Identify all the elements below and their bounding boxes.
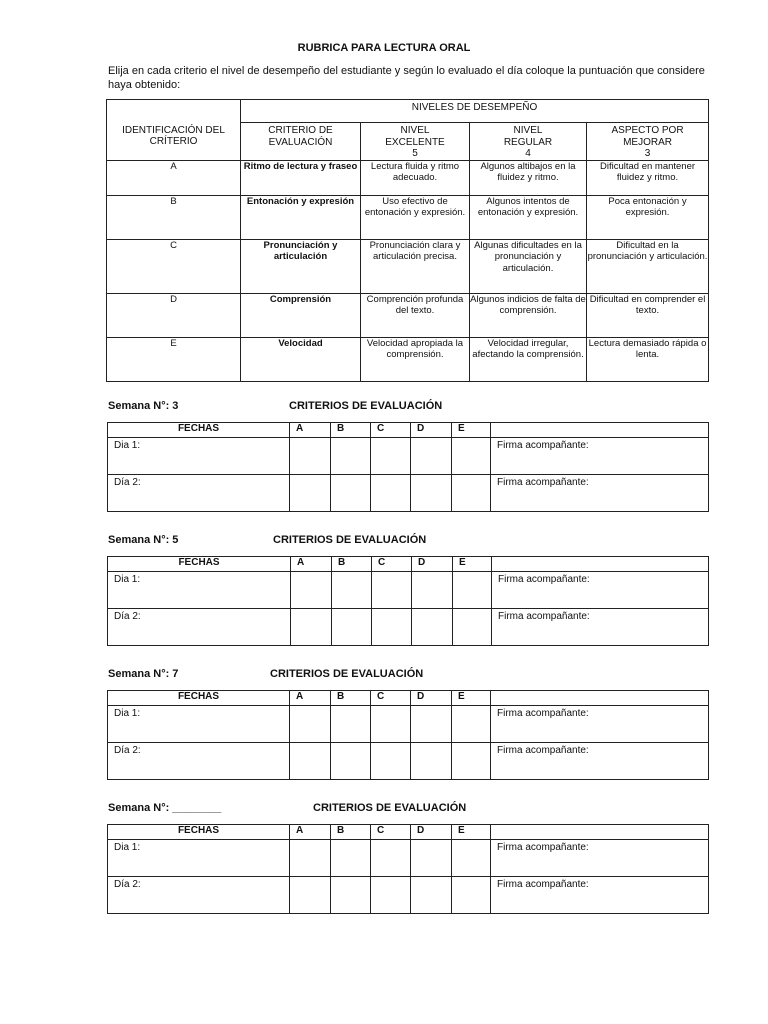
header-line: EVALUACIÓN [268, 136, 333, 148]
level-excelente-text: Pronunciación clara y articulación precisa. [361, 239, 470, 293]
criterion-id: C [107, 239, 241, 293]
week-table [107, 690, 709, 780]
criterion-header: D [411, 825, 452, 840]
criteria-title: CRITERIOS DE EVALUACIÓN [289, 400, 443, 412]
criterion-header: B [332, 557, 372, 572]
document-title: RUBRICA PARA LECTURA ORAL [297, 42, 471, 54]
signature-field[interactable]: Firma acompañante: [491, 743, 709, 780]
score-cell-d[interactable] [411, 877, 452, 914]
criterion-header: B [331, 825, 371, 840]
header-line: IDENTIFICACIÓN DEL [122, 124, 225, 136]
score-cell-e[interactable] [452, 475, 491, 512]
week-table [107, 556, 709, 646]
score-cell-c[interactable] [371, 438, 411, 475]
blank-header [491, 825, 709, 840]
criterion-header: B [331, 423, 371, 438]
table-row [108, 706, 709, 743]
criterion-id: B [107, 195, 241, 239]
fechas-header: FECHAS [108, 557, 291, 572]
criterion-header: E [452, 691, 491, 706]
header-mejorar [587, 123, 709, 161]
week-table-header [108, 691, 709, 706]
table-row [108, 877, 709, 914]
criterion-header: A [290, 825, 331, 840]
score-cell-a[interactable] [291, 609, 332, 646]
criterion-name: Comprensión [241, 293, 361, 337]
criterion-name: Entonación y expresión [241, 195, 361, 239]
header-line: MEJORAR [623, 136, 672, 148]
level-regular-text: Algunos indicios de falta de comprensión. [470, 293, 587, 337]
blank-header [491, 691, 709, 706]
fechas-header: FECHAS [108, 691, 290, 706]
week-table [107, 422, 709, 512]
header-line: 5 [412, 148, 418, 159]
table-row [108, 475, 709, 512]
week-table [107, 824, 709, 914]
header-regular [470, 123, 587, 161]
criterion-id: E [107, 337, 241, 381]
criteria-title: CRITERIOS DE EVALUACIÓN [270, 668, 424, 680]
week-label: Semana N°: 5 [108, 534, 179, 546]
table-row [108, 572, 709, 609]
criteria-title: CRITERIOS DE EVALUACIÓN [313, 802, 467, 814]
criterion-id: A [107, 160, 241, 195]
level-excelente-text: Comprención profunda del texto. [361, 293, 470, 337]
criterion-header: C [371, 691, 411, 706]
blank-header [492, 557, 709, 572]
rubric-row-e [107, 337, 709, 381]
week-table-header [108, 825, 709, 840]
table-row [108, 743, 709, 780]
level-mejorar-text: Dificultad en la pronunciación y articulación. [587, 239, 709, 293]
score-cell-d[interactable] [411, 706, 452, 743]
score-cell-e[interactable] [453, 609, 492, 646]
score-cell-a[interactable] [290, 743, 331, 780]
criteria-title: CRITERIOS DE EVALUACIÓN [273, 534, 427, 546]
day-label: Día 2: [108, 475, 290, 512]
criterion-id: D [107, 293, 241, 337]
rubric-row-d [107, 293, 709, 337]
criterion-header: B [331, 691, 371, 706]
score-cell-b[interactable] [331, 475, 371, 512]
score-cell-d[interactable] [411, 840, 452, 877]
score-cell-b[interactable] [331, 840, 371, 877]
week-label: Semana N°: ________ [108, 802, 222, 814]
day-label: Dia 1: [108, 706, 290, 743]
table-row [108, 840, 709, 877]
score-cell-a[interactable] [290, 438, 331, 475]
criterion-header: D [411, 691, 452, 706]
header-identificacion [107, 123, 241, 161]
signature-field[interactable]: Firma acompañante: [491, 840, 709, 877]
score-cell-b[interactable] [331, 706, 371, 743]
week-table-header [108, 557, 709, 572]
levels-title: NIVELES DE DESEMPEÑO [241, 100, 709, 123]
week-label: Semana N°: 7 [108, 668, 179, 680]
header-line: NIVEL [513, 125, 543, 136]
instructions-text: Elija en cada criterio el nivel de desempeño del estudiante y según lo evaluado el día coloque la puntuación que considere haya obtenido: [108, 65, 705, 91]
week-table-header [108, 423, 709, 438]
criterion-header: C [371, 825, 411, 840]
rubric-levels-row [107, 100, 709, 123]
day-label: Día 2: [108, 877, 290, 914]
score-cell-e[interactable] [452, 706, 491, 743]
rubric-header-row [107, 123, 709, 161]
level-excelente-text: Velocidad apropiada la comprensión. [361, 337, 470, 381]
level-regular-text: Algunos altibajos en la fluidez y ritmo. [470, 160, 587, 195]
day-label: Dia 1: [108, 840, 290, 877]
day-label: Dia 1: [108, 438, 290, 475]
header-line: REGULAR [503, 136, 553, 148]
level-regular-text: Algunos intentos de entonación y expresión. [470, 195, 587, 239]
score-cell-e[interactable] [452, 840, 491, 877]
level-mejorar-text: Lectura demasiado rápida o lenta. [587, 337, 709, 381]
signature-field[interactable]: Firma acompañante: [492, 609, 709, 646]
score-cell-d[interactable] [412, 572, 453, 609]
criterion-header: A [290, 691, 331, 706]
rubric-row-b [107, 195, 709, 239]
table-row [108, 609, 709, 646]
blank-header [491, 423, 709, 438]
score-cell-b[interactable] [331, 877, 371, 914]
day-label: Dia 1: [108, 572, 291, 609]
header-line: ASPECTO POR [611, 125, 684, 136]
score-cell-b[interactable] [332, 572, 372, 609]
header-line: CRITERIO DE [268, 125, 333, 136]
criterion-header: A [290, 423, 331, 438]
score-cell-c[interactable] [371, 706, 411, 743]
criterion-header: C [372, 557, 412, 572]
signature-field[interactable]: Firma acompañante: [492, 572, 709, 609]
rubric-table [106, 99, 709, 382]
score-cell-c[interactable] [371, 743, 411, 780]
criterion-header: E [452, 825, 491, 840]
criterion-header: D [412, 557, 453, 572]
signature-field[interactable]: Firma acompañante: [491, 475, 709, 512]
score-cell-e[interactable] [452, 743, 491, 780]
signature-field[interactable]: Firma acompañante: [491, 706, 709, 743]
header-line: EXCELENTE [385, 136, 445, 148]
criterion-header: A [291, 557, 332, 572]
signature-field[interactable]: Firma acompañante: [491, 877, 709, 914]
criterion-header: D [411, 423, 452, 438]
level-regular-text: Algunas dificultades en la pronunciación y articulación. [470, 239, 587, 293]
signature-field[interactable]: Firma acompañante: [491, 438, 709, 475]
level-mejorar-text: Poca entonación y expresión. [587, 195, 709, 239]
score-cell-c[interactable] [371, 840, 411, 877]
criterion-header: E [453, 557, 492, 572]
score-cell-e[interactable] [452, 438, 491, 475]
score-cell-d[interactable] [412, 609, 453, 646]
level-mejorar-text: Dificultad en comprender el texto. [587, 293, 709, 337]
score-cell-e[interactable] [453, 572, 492, 609]
score-cell-d[interactable] [411, 438, 452, 475]
criterion-header: C [371, 423, 411, 438]
level-regular-text: Velocidad irregular, afectando la comprensión. [470, 337, 587, 381]
score-cell-c[interactable] [372, 572, 412, 609]
score-cell-b[interactable] [331, 438, 371, 475]
score-cell-c[interactable] [371, 877, 411, 914]
criterion-header: E [452, 423, 491, 438]
week-label: Semana N°: 3 [108, 400, 179, 412]
table-row [108, 438, 709, 475]
header-criterio [241, 123, 361, 161]
header-line: CRÍTERIO [149, 136, 198, 147]
criterion-name: Ritmo de lectura y fraseo [241, 160, 361, 195]
rubric-row-c [107, 239, 709, 293]
rubric-row-a [107, 160, 709, 195]
criterion-name: Pronunciación y articulación [241, 239, 361, 293]
score-cell-b[interactable] [331, 743, 371, 780]
score-cell-a[interactable] [290, 475, 331, 512]
fechas-header: FECHAS [108, 825, 290, 840]
day-label: Día 2: [108, 609, 291, 646]
rubric-corner-cell [107, 100, 241, 123]
score-cell-a[interactable] [290, 877, 331, 914]
score-cell-d[interactable] [411, 743, 452, 780]
level-excelente-text: Uso efectivo de entonación y expresión. [361, 195, 470, 239]
header-line: 3 [644, 148, 651, 159]
score-cell-b[interactable] [332, 609, 372, 646]
day-label: Día 2: [108, 743, 290, 780]
criterion-name: Velocidad [241, 337, 361, 381]
level-excelente-text: Lectura fluida y ritmo adecuado. [361, 160, 470, 195]
score-cell-c[interactable] [371, 475, 411, 512]
header-line: NIVEL [400, 125, 430, 136]
score-cell-d[interactable] [411, 475, 452, 512]
score-cell-a[interactable] [291, 572, 332, 609]
fechas-header: FECHAS [108, 423, 290, 438]
level-mejorar-text: Dificultad en mantener fluidez y ritmo. [587, 160, 709, 195]
score-cell-a[interactable] [290, 840, 331, 877]
header-line: 4 [525, 148, 531, 159]
score-cell-e[interactable] [452, 877, 491, 914]
header-excelente [361, 123, 470, 161]
score-cell-c[interactable] [372, 609, 412, 646]
score-cell-a[interactable] [290, 706, 331, 743]
